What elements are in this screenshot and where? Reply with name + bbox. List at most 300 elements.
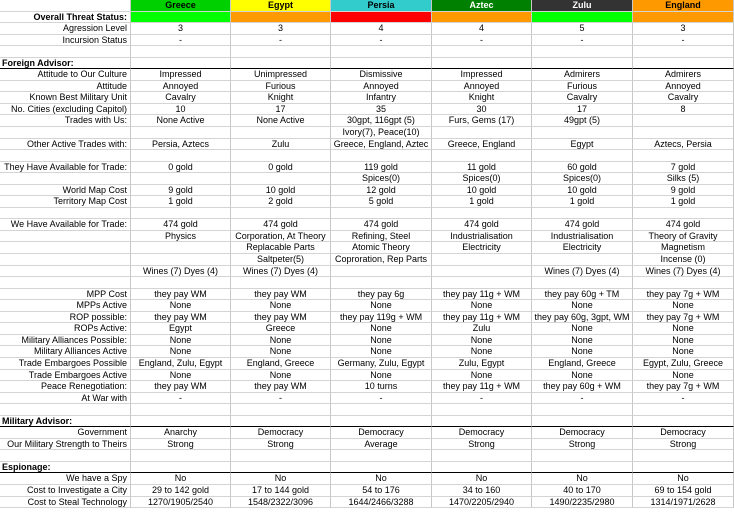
value-cell-aztec: Zulu bbox=[432, 323, 532, 335]
value-cell-egypt bbox=[231, 173, 331, 185]
value-cell-persia: - bbox=[331, 35, 432, 47]
value-cell-zulu: - bbox=[532, 393, 633, 405]
value-cell-persia: they pay 119g + WM bbox=[331, 312, 432, 324]
value-cell-england: Annoyed bbox=[633, 81, 734, 93]
blank-cell bbox=[432, 46, 532, 58]
value-cell-zulu: - bbox=[532, 35, 633, 47]
value-cell-aztec: Impressed bbox=[432, 69, 532, 81]
section-spacer bbox=[331, 462, 432, 474]
value-cell-zulu: None bbox=[532, 335, 633, 347]
value-cell-aztec: they pay 11g + WM bbox=[432, 312, 532, 324]
value-cell-persia: 10 turns bbox=[331, 381, 432, 393]
row-label: Trade Embargoes Possible bbox=[0, 358, 131, 370]
value-cell-aztec: 474 gold bbox=[432, 219, 532, 231]
value-cell-zulu: they pay 60g + TM bbox=[532, 289, 633, 301]
blank-cell bbox=[331, 46, 432, 58]
blank-cell bbox=[131, 150, 231, 162]
threat-status-england bbox=[633, 12, 734, 24]
blank-cell bbox=[633, 450, 734, 462]
value-cell-greece: Cavalry bbox=[131, 92, 231, 104]
row-label: Trades with Us: bbox=[0, 115, 131, 127]
value-cell-egypt: 0 gold bbox=[231, 162, 331, 174]
blank-cell bbox=[231, 277, 331, 289]
corner-cell bbox=[0, 0, 131, 12]
threat-status-aztec bbox=[432, 12, 532, 24]
value-cell-zulu: they pay 60g, 3gpt, WM bbox=[532, 312, 633, 324]
value-cell-aztec: Industrialisation bbox=[432, 231, 532, 243]
blank-cell bbox=[331, 450, 432, 462]
value-cell-england: - bbox=[633, 35, 734, 47]
value-cell-persia: 12 gold bbox=[331, 185, 432, 197]
value-cell-greece: 9 gold bbox=[131, 185, 231, 197]
value-cell-egypt: they pay WM bbox=[231, 312, 331, 324]
blank-cell bbox=[231, 450, 331, 462]
row-label: Other Active Trades with: bbox=[0, 139, 131, 151]
value-cell-greece: England, Zulu, Egypt bbox=[131, 358, 231, 370]
value-cell-greece: None bbox=[131, 370, 231, 382]
value-cell-zulu: they pay 60g + WM bbox=[532, 381, 633, 393]
value-cell-zulu: 1490/2235/2980 bbox=[532, 497, 633, 509]
value-cell-aztec: 10 gold bbox=[432, 185, 532, 197]
value-cell-persia: None bbox=[331, 370, 432, 382]
value-cell-aztec: Greece, England bbox=[432, 139, 532, 151]
value-cell-greece: 474 gold bbox=[131, 219, 231, 231]
value-cell-england: they pay 7g + WM bbox=[633, 312, 734, 324]
value-cell-persia: 4 bbox=[331, 23, 432, 35]
blank-cell bbox=[0, 208, 131, 220]
value-cell-greece: Impressed bbox=[131, 69, 231, 81]
row-label: We Have Available for Trade: bbox=[0, 219, 131, 231]
value-cell-persia: Spices(0) bbox=[331, 173, 432, 185]
value-cell-zulu: 5 bbox=[532, 23, 633, 35]
civ-header-persia: Persia bbox=[331, 0, 432, 12]
value-cell-egypt: Replacable Parts bbox=[231, 242, 331, 254]
value-cell-egypt: Corporation, At Theory bbox=[231, 231, 331, 243]
value-cell-egypt: No bbox=[231, 473, 331, 485]
value-cell-england: Theory of Gravity bbox=[633, 231, 734, 243]
value-cell-persia: 30gpt, 116gpt (5) bbox=[331, 115, 432, 127]
value-cell-zulu: No bbox=[532, 473, 633, 485]
value-cell-persia: 474 gold bbox=[331, 219, 432, 231]
value-cell-aztec: 11 gold bbox=[432, 162, 532, 174]
value-cell-greece: None bbox=[131, 335, 231, 347]
value-cell-egypt: they pay WM bbox=[231, 381, 331, 393]
blank-cell bbox=[331, 150, 432, 162]
row-label: World Map Cost bbox=[0, 185, 131, 197]
value-cell-zulu: Wines (7) Dyes (4) bbox=[532, 266, 633, 278]
blank-cell bbox=[432, 404, 532, 416]
value-cell-egypt: None bbox=[231, 346, 331, 358]
blank-cell bbox=[131, 46, 231, 58]
value-cell-egypt: 474 gold bbox=[231, 219, 331, 231]
value-cell-aztec: None bbox=[432, 370, 532, 382]
value-cell-england: Admirers bbox=[633, 69, 734, 81]
section-spacer bbox=[432, 462, 532, 474]
civ-header-egypt: Egypt bbox=[231, 0, 331, 12]
value-cell-zulu: 17 bbox=[532, 104, 633, 116]
value-cell-england: Incense (0) bbox=[633, 254, 734, 266]
blank-cell bbox=[0, 46, 131, 58]
value-cell-egypt: 1548/2322/3096 bbox=[231, 497, 331, 509]
value-cell-zulu: Furious bbox=[532, 81, 633, 93]
row-label: Military Alliances Possible: bbox=[0, 335, 131, 347]
blank-cell bbox=[532, 450, 633, 462]
value-cell-england: None bbox=[633, 370, 734, 382]
value-cell-greece: Wines (7) Dyes (4) bbox=[131, 266, 231, 278]
blank-cell bbox=[231, 46, 331, 58]
value-cell-zulu: 60 gold bbox=[532, 162, 633, 174]
value-cell-egypt: 3 bbox=[231, 23, 331, 35]
value-cell-greece bbox=[131, 242, 231, 254]
value-cell-aztec: 4 bbox=[432, 23, 532, 35]
value-cell-persia: Greece, England, Aztec bbox=[331, 139, 432, 151]
value-cell-egypt: - bbox=[231, 393, 331, 405]
row-label: Government bbox=[0, 427, 131, 439]
value-cell-egypt: 2 gold bbox=[231, 196, 331, 208]
value-cell-persia: Dismissive bbox=[331, 69, 432, 81]
row-label: Known Best Military Unit bbox=[0, 92, 131, 104]
value-cell-england: 8 bbox=[633, 104, 734, 116]
value-cell-greece: None bbox=[131, 300, 231, 312]
section-spacer bbox=[331, 58, 432, 70]
value-cell-egypt: None bbox=[231, 335, 331, 347]
value-cell-greece: 3 bbox=[131, 23, 231, 35]
value-cell-greece bbox=[131, 173, 231, 185]
value-cell-zulu: Industrialisation bbox=[532, 231, 633, 243]
blank-cell bbox=[633, 46, 734, 58]
section-spacer bbox=[633, 462, 734, 474]
value-cell-aztec: they pay 11g + WM bbox=[432, 381, 532, 393]
value-cell-egypt: - bbox=[231, 35, 331, 47]
value-cell-greece: None bbox=[131, 346, 231, 358]
value-cell-england: they pay 7g + WM bbox=[633, 381, 734, 393]
value-cell-aztec: Electricity bbox=[432, 242, 532, 254]
row-label: We have a Spy bbox=[0, 473, 131, 485]
civ-header-aztec: Aztec bbox=[432, 0, 532, 12]
value-cell-aztec: - bbox=[432, 393, 532, 405]
value-cell-zulu: Admirers bbox=[532, 69, 633, 81]
value-cell-aztec: Zulu, Egypt bbox=[432, 358, 532, 370]
value-cell-egypt: 17 bbox=[231, 104, 331, 116]
section-spacer bbox=[231, 58, 331, 70]
blank-cell bbox=[0, 277, 131, 289]
value-cell-zulu: None bbox=[532, 370, 633, 382]
value-cell-aztec bbox=[432, 266, 532, 278]
value-cell-greece: None Active bbox=[131, 115, 231, 127]
section-spacer bbox=[633, 416, 734, 428]
value-cell-greece: Strong bbox=[131, 439, 231, 451]
civ-header-england: England bbox=[633, 0, 734, 12]
value-cell-egypt: they pay WM bbox=[231, 289, 331, 301]
value-cell-persia bbox=[331, 266, 432, 278]
value-cell-aztec: 30 bbox=[432, 104, 532, 116]
row-label: Attitude to Our Culture bbox=[0, 69, 131, 81]
blank-cell bbox=[633, 208, 734, 220]
value-cell-persia: None bbox=[331, 335, 432, 347]
blank-cell bbox=[633, 150, 734, 162]
value-cell-greece: 1270/1905/2540 bbox=[131, 497, 231, 509]
row-label: Military Alliances Active bbox=[0, 346, 131, 358]
value-cell-persia: Refining, Steel bbox=[331, 231, 432, 243]
blank-cell bbox=[231, 150, 331, 162]
blank-cell bbox=[331, 208, 432, 220]
value-cell-egypt: Furious bbox=[231, 81, 331, 93]
row-label: Our Military Strength to Theirs bbox=[0, 439, 131, 451]
value-cell-greece: 29 to 142 gold bbox=[131, 485, 231, 497]
row-label: Cost to Investigate a City bbox=[0, 485, 131, 497]
value-cell-zulu bbox=[532, 254, 633, 266]
value-cell-england: None bbox=[633, 300, 734, 312]
value-cell-aztec bbox=[432, 254, 532, 266]
value-cell-greece: Physics bbox=[131, 231, 231, 243]
value-cell-persia: Average bbox=[331, 439, 432, 451]
value-cell-england bbox=[633, 115, 734, 127]
value-cell-persia: None bbox=[331, 323, 432, 335]
value-cell-england: - bbox=[633, 393, 734, 405]
blank-cell bbox=[432, 150, 532, 162]
value-cell-aztec: 34 to 160 bbox=[432, 485, 532, 497]
row-label: Trade Embargoes Active bbox=[0, 370, 131, 382]
value-cell-england: 1314/1971/2628 bbox=[633, 497, 734, 509]
value-cell-aztec: - bbox=[432, 35, 532, 47]
value-cell-greece: Egypt bbox=[131, 323, 231, 335]
value-cell-greece: they pay WM bbox=[131, 289, 231, 301]
value-cell-persia: they pay 6g bbox=[331, 289, 432, 301]
row-label: ROPs Active: bbox=[0, 323, 131, 335]
section-spacer bbox=[331, 416, 432, 428]
row-label bbox=[0, 173, 131, 185]
value-cell-persia: 1644/2466/3288 bbox=[331, 497, 432, 509]
value-cell-persia: Infantry bbox=[331, 92, 432, 104]
value-cell-england: Wines (7) Dyes (4) bbox=[633, 266, 734, 278]
value-cell-greece: Annoyed bbox=[131, 81, 231, 93]
row-label: Peace Renegotiation: bbox=[0, 381, 131, 393]
value-cell-egypt: None bbox=[231, 300, 331, 312]
value-cell-greece: they pay WM bbox=[131, 312, 231, 324]
value-cell-england: 7 gold bbox=[633, 162, 734, 174]
row-label: MPPs Active bbox=[0, 300, 131, 312]
value-cell-greece: 10 bbox=[131, 104, 231, 116]
section-spacer bbox=[131, 462, 231, 474]
value-cell-persia: None bbox=[331, 300, 432, 312]
value-cell-england bbox=[633, 127, 734, 139]
row-label bbox=[0, 254, 131, 266]
row-label: Incursion Status bbox=[0, 35, 131, 47]
blank-cell bbox=[532, 277, 633, 289]
value-cell-persia: - bbox=[331, 393, 432, 405]
value-cell-egypt: England, Greece bbox=[231, 358, 331, 370]
value-cell-egypt: Knight bbox=[231, 92, 331, 104]
value-cell-greece: - bbox=[131, 35, 231, 47]
row-label bbox=[0, 266, 131, 278]
value-cell-zulu: Cavalry bbox=[532, 92, 633, 104]
value-cell-zulu: None bbox=[532, 346, 633, 358]
value-cell-egypt: Saltpeter(5) bbox=[231, 254, 331, 266]
value-cell-aztec: 1 gold bbox=[432, 196, 532, 208]
section-heading: Foreign Advisor: bbox=[0, 58, 131, 70]
value-cell-egypt: Unimpressed bbox=[231, 69, 331, 81]
value-cell-england: No bbox=[633, 473, 734, 485]
value-cell-greece bbox=[131, 254, 231, 266]
value-cell-zulu bbox=[532, 127, 633, 139]
blank-cell bbox=[633, 277, 734, 289]
value-cell-persia: Ivory(7), Peace(10) bbox=[331, 127, 432, 139]
threat-status-egypt bbox=[231, 12, 331, 24]
blank-cell bbox=[633, 404, 734, 416]
blank-cell bbox=[131, 450, 231, 462]
blank-cell bbox=[532, 404, 633, 416]
section-heading: Espionage: bbox=[0, 462, 131, 474]
row-label: They Have Available for Trade: bbox=[0, 162, 131, 174]
blank-cell bbox=[532, 46, 633, 58]
value-cell-england: 474 gold bbox=[633, 219, 734, 231]
value-cell-greece: - bbox=[131, 393, 231, 405]
value-cell-persia: 5 gold bbox=[331, 196, 432, 208]
value-cell-england: 1 gold bbox=[633, 196, 734, 208]
blank-cell bbox=[331, 277, 432, 289]
value-cell-egypt: Democracy bbox=[231, 427, 331, 439]
threat-status-label: Overall Threat Status: bbox=[0, 12, 131, 24]
value-cell-greece: No bbox=[131, 473, 231, 485]
section-spacer bbox=[231, 462, 331, 474]
value-cell-aztec: Strong bbox=[432, 439, 532, 451]
row-label: No. Cities (excluding Capitol) bbox=[0, 104, 131, 116]
blank-cell bbox=[231, 208, 331, 220]
blank-cell bbox=[0, 450, 131, 462]
value-cell-egypt: Wines (7) Dyes (4) bbox=[231, 266, 331, 278]
value-cell-england: Strong bbox=[633, 439, 734, 451]
row-label bbox=[0, 242, 131, 254]
value-cell-greece: Persia, Aztecs bbox=[131, 139, 231, 151]
civ-header-greece: Greece bbox=[131, 0, 231, 12]
value-cell-zulu: 10 gold bbox=[532, 185, 633, 197]
value-cell-england: 9 gold bbox=[633, 185, 734, 197]
value-cell-greece: Anarchy bbox=[131, 427, 231, 439]
value-cell-england: None bbox=[633, 323, 734, 335]
value-cell-egypt bbox=[231, 127, 331, 139]
value-cell-zulu: England, Greece bbox=[532, 358, 633, 370]
value-cell-persia: 35 bbox=[331, 104, 432, 116]
section-spacer bbox=[532, 416, 633, 428]
section-spacer bbox=[131, 416, 231, 428]
value-cell-aztec: Democracy bbox=[432, 427, 532, 439]
value-cell-england: Aztecs, Persia bbox=[633, 139, 734, 151]
section-spacer bbox=[532, 462, 633, 474]
section-spacer bbox=[432, 416, 532, 428]
value-cell-egypt: 10 gold bbox=[231, 185, 331, 197]
row-label: At War with bbox=[0, 393, 131, 405]
value-cell-zulu: 49gpt (5) bbox=[532, 115, 633, 127]
row-label: ROP possible: bbox=[0, 312, 131, 324]
value-cell-zulu: 474 gold bbox=[532, 219, 633, 231]
value-cell-zulu: Egypt bbox=[532, 139, 633, 151]
value-cell-persia: None bbox=[331, 346, 432, 358]
section-spacer bbox=[231, 416, 331, 428]
blank-cell bbox=[432, 208, 532, 220]
blank-cell bbox=[131, 404, 231, 416]
value-cell-aztec: Furs, Gems (17) bbox=[432, 115, 532, 127]
value-cell-zulu: Democracy bbox=[532, 427, 633, 439]
value-cell-aztec: 1470/2205/2940 bbox=[432, 497, 532, 509]
blank-cell bbox=[131, 208, 231, 220]
value-cell-england: 69 to 154 gold bbox=[633, 485, 734, 497]
value-cell-persia: Coproration, Rep Parts bbox=[331, 254, 432, 266]
blank-cell bbox=[432, 277, 532, 289]
value-cell-zulu: 1 gold bbox=[532, 196, 633, 208]
blank-cell bbox=[0, 404, 131, 416]
value-cell-egypt: 17 to 144 gold bbox=[231, 485, 331, 497]
value-cell-aztec: they pay 11g + WM bbox=[432, 289, 532, 301]
value-cell-persia: No bbox=[331, 473, 432, 485]
value-cell-aztec: No bbox=[432, 473, 532, 485]
value-cell-aztec: Annoyed bbox=[432, 81, 532, 93]
value-cell-greece: 0 gold bbox=[131, 162, 231, 174]
value-cell-greece: they pay WM bbox=[131, 381, 231, 393]
civ-header-zulu: Zulu bbox=[532, 0, 633, 12]
blank-cell bbox=[0, 150, 131, 162]
row-label: Agression Level bbox=[0, 23, 131, 35]
value-cell-zulu: None bbox=[532, 323, 633, 335]
value-cell-england: None bbox=[633, 346, 734, 358]
section-spacer bbox=[633, 58, 734, 70]
row-label: Attitude bbox=[0, 81, 131, 93]
value-cell-zulu: 40 to 170 bbox=[532, 485, 633, 497]
section-heading: Military Advisor: bbox=[0, 416, 131, 428]
value-cell-zulu: None bbox=[532, 300, 633, 312]
value-cell-aztec bbox=[432, 127, 532, 139]
threat-status-persia bbox=[331, 12, 432, 24]
row-label bbox=[0, 127, 131, 139]
row-label: Cost to Steal Technology bbox=[0, 497, 131, 509]
blank-cell bbox=[331, 404, 432, 416]
value-cell-greece bbox=[131, 127, 231, 139]
threat-status-zulu bbox=[532, 12, 633, 24]
value-cell-persia: Democracy bbox=[331, 427, 432, 439]
blank-cell bbox=[532, 150, 633, 162]
value-cell-aztec: Spices(0) bbox=[432, 173, 532, 185]
value-cell-england: Egypt, Zulu, Greece bbox=[633, 358, 734, 370]
value-cell-england: they pay 7g + WM bbox=[633, 289, 734, 301]
section-spacer bbox=[131, 58, 231, 70]
value-cell-zulu: Spices(0) bbox=[532, 173, 633, 185]
value-cell-england: Magnetism bbox=[633, 242, 734, 254]
value-cell-england: 3 bbox=[633, 23, 734, 35]
value-cell-aztec: None bbox=[432, 335, 532, 347]
value-cell-aztec: Knight bbox=[432, 92, 532, 104]
threat-status-greece bbox=[131, 12, 231, 24]
value-cell-greece: 1 gold bbox=[131, 196, 231, 208]
value-cell-zulu: Electricity bbox=[532, 242, 633, 254]
value-cell-aztec: None bbox=[432, 346, 532, 358]
value-cell-aztec: None bbox=[432, 300, 532, 312]
value-cell-england: Democracy bbox=[633, 427, 734, 439]
value-cell-england: Silks (5) bbox=[633, 173, 734, 185]
value-cell-persia: Atomic Theory bbox=[331, 242, 432, 254]
row-label: Territory Map Cost bbox=[0, 196, 131, 208]
blank-cell bbox=[432, 450, 532, 462]
blank-cell bbox=[231, 404, 331, 416]
value-cell-england: Cavalry bbox=[633, 92, 734, 104]
value-cell-egypt: None bbox=[231, 370, 331, 382]
row-label: MPP Cost bbox=[0, 289, 131, 301]
section-spacer bbox=[432, 58, 532, 70]
value-cell-england: None bbox=[633, 335, 734, 347]
value-cell-persia: Germany, Zulu, Egypt bbox=[331, 358, 432, 370]
value-cell-egypt: Strong bbox=[231, 439, 331, 451]
row-label bbox=[0, 231, 131, 243]
section-spacer bbox=[532, 58, 633, 70]
value-cell-persia: Annoyed bbox=[331, 81, 432, 93]
